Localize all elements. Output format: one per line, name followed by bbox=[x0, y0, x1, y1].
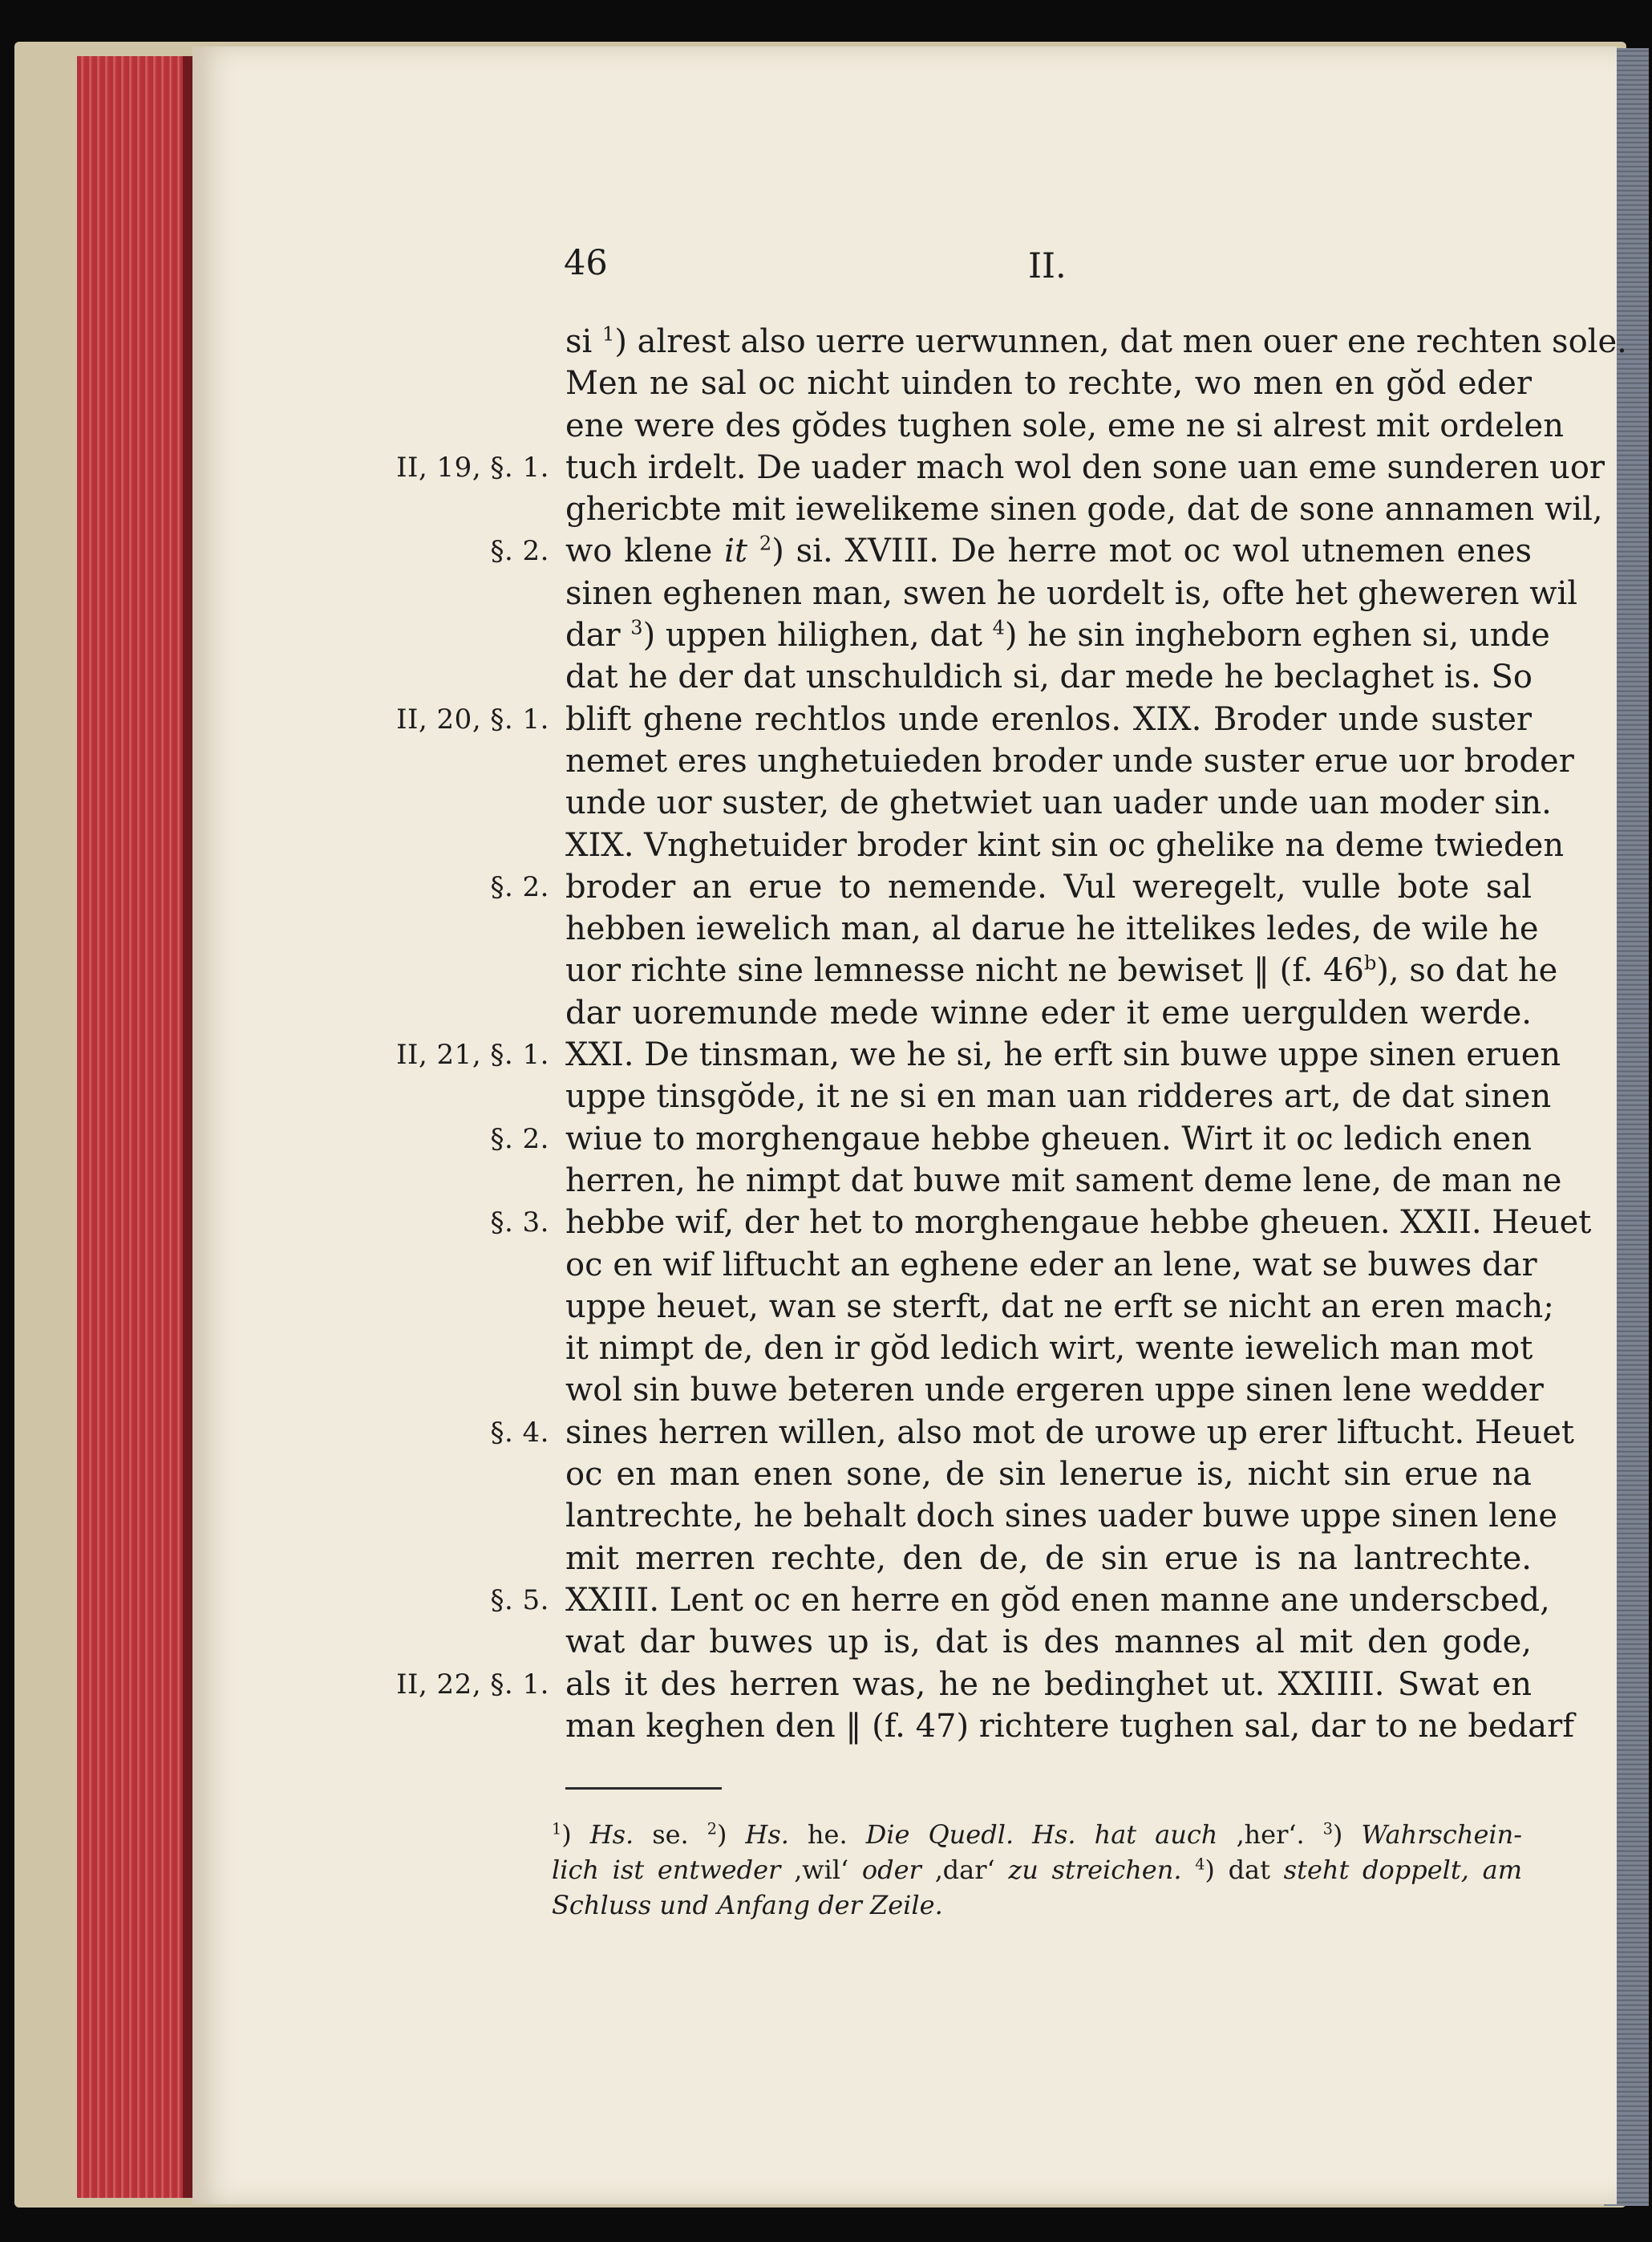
body-text bbox=[396, 321, 1627, 1747]
text-run: tuch irdelt. De uader mach wol den sone uan eme sunderen uor bbox=[565, 448, 1605, 486]
margin-reference: II, 22, §. 1. bbox=[396, 1668, 549, 1701]
text-run: man keghen den ‖ (f. 47) richtere tughen sal, dar to ne bedarf bbox=[565, 1707, 1575, 1745]
text-line bbox=[565, 782, 1552, 824]
text-line bbox=[565, 950, 1558, 991]
text-run: wol sin buwe beteren unde ergeren uppe sinen lene wedder bbox=[565, 1372, 1544, 1409]
text-line bbox=[565, 1328, 1532, 1369]
text-run: ‚her‘. bbox=[1217, 1819, 1323, 1850]
text-run: dar bbox=[565, 617, 631, 655]
text-line bbox=[565, 825, 1565, 866]
text-run: se. bbox=[634, 1819, 707, 1850]
text-run: blift ghene rechtlos unde erenlos. XIX. Broder unde suster bbox=[565, 700, 1532, 738]
text-run: ), so dat he bbox=[1376, 952, 1558, 990]
text-run: XXIII. Lent oc en herre en gŏd enen manne ane underscbed, bbox=[565, 1581, 1550, 1619]
text-run: ene were des gŏdes tughen sole, eme ne si alrest mit ordelen bbox=[565, 407, 1564, 444]
text-run: wat dar buwes up is, dat is des mannes al mit den gode, bbox=[565, 1624, 1532, 1661]
footnote-line bbox=[552, 1887, 1522, 1923]
text-run: ) bbox=[1332, 1819, 1362, 1850]
text-line bbox=[396, 1664, 1532, 1705]
text-line bbox=[565, 1453, 1532, 1495]
text-line bbox=[565, 614, 1550, 656]
text-line bbox=[565, 363, 1532, 404]
text-run: ) he sin ingheborn eghen si, unde bbox=[1004, 617, 1550, 655]
footnote-rule bbox=[565, 1787, 722, 1790]
text-run: wo klene bbox=[565, 533, 725, 570]
italic-text: zu streichen. bbox=[1008, 1855, 1182, 1885]
text-line bbox=[396, 699, 1532, 740]
text-line bbox=[565, 992, 1532, 1034]
text-line bbox=[565, 321, 1627, 363]
text-line bbox=[565, 656, 1532, 698]
text-run: uor richte sine lemnesse nicht ne bewiset ‖ (f. 46 bbox=[565, 952, 1364, 990]
footnotes bbox=[552, 1817, 1522, 1923]
text-line bbox=[565, 1160, 1562, 1202]
text-line bbox=[565, 1705, 1575, 1747]
margin-reference: §. 2. bbox=[490, 870, 549, 903]
text-line bbox=[565, 1076, 1552, 1117]
margin-reference: §. 2. bbox=[490, 535, 549, 568]
italic-text: lich ist entweder bbox=[552, 1855, 781, 1885]
text-line bbox=[396, 1034, 1561, 1076]
text-run: oc en wif liftucht an eghene eder an lene, wat se buwes dar bbox=[565, 1246, 1537, 1283]
text-run: oc en man enen sone, de sin lenerue is, nicht sin erue na bbox=[565, 1456, 1532, 1494]
text-run: mit merren rechte, den de, de sin erue is na lantrechte. bbox=[565, 1539, 1532, 1577]
margin-reference: II, 19, §. 1. bbox=[396, 451, 549, 484]
text-line bbox=[565, 1286, 1554, 1328]
text-run: ) si. XVIII. De herre mot oc wol utnemen enes bbox=[771, 533, 1533, 570]
text-run: herren, he nimpt dat buwe mit sament deme lene, de man ne bbox=[565, 1162, 1562, 1199]
text-line bbox=[565, 1621, 1532, 1663]
footnote-line bbox=[552, 1852, 1522, 1887]
margin-reference: II, 21, §. 1. bbox=[396, 1039, 549, 1072]
text-run bbox=[1182, 1855, 1196, 1885]
margin-reference: §. 4. bbox=[490, 1416, 549, 1449]
text-line bbox=[490, 1118, 1532, 1160]
text-line bbox=[490, 1412, 1574, 1453]
italic-text: oder bbox=[861, 1855, 921, 1885]
italic-text: Hs. bbox=[589, 1819, 634, 1850]
footnote-marker: 3 bbox=[630, 616, 643, 639]
text-line bbox=[565, 1538, 1532, 1579]
text-run: ) dat bbox=[1205, 1855, 1284, 1885]
italic-text: Wahrschein- bbox=[1361, 1819, 1523, 1850]
text-run: ) bbox=[716, 1819, 746, 1850]
italic-text: Schluss und Anfang der Zeile. bbox=[552, 1890, 943, 1920]
text-run: uppe heuet, wan se sterft, dat ne erft se nicht an eren mach; bbox=[565, 1287, 1554, 1325]
text-run: uppe tinsgŏde, it ne si en man uan ridderes art, de dat sinen bbox=[565, 1078, 1552, 1116]
page-number: 46 bbox=[564, 243, 608, 283]
text-run: broder an erue to nemende. Vul weregelt, vulle bote sal bbox=[565, 868, 1532, 906]
footnote-marker: 4 bbox=[1195, 1855, 1205, 1874]
text-run: lantrechte, he behalt doch sines uader buwe uppe sinen lene bbox=[565, 1498, 1557, 1535]
text-line bbox=[565, 1369, 1544, 1411]
italic-text: it bbox=[724, 533, 748, 570]
text-line bbox=[565, 489, 1603, 530]
text-run: ‚dar‘ bbox=[921, 1855, 1009, 1885]
italic-text: Die Quedl. Hs. hat auch bbox=[865, 1819, 1218, 1850]
text-run bbox=[747, 533, 759, 570]
margin-reference: §. 2. bbox=[490, 1122, 549, 1155]
text-run: sines herren willen, also mot de urowe up erer liftucht. Heuet bbox=[565, 1413, 1574, 1451]
text-run: ghericbte mit iewelikeme sinen gode, dat de sone annamen wil, bbox=[565, 491, 1603, 529]
text-run: Men ne sal oc nicht uinden to rechte, wo men en gŏd eder bbox=[565, 365, 1532, 403]
text-run: ) bbox=[561, 1819, 590, 1850]
section-heading: II. bbox=[1028, 246, 1067, 286]
footnote-marker: 2 bbox=[759, 533, 772, 556]
text-line bbox=[490, 1579, 1550, 1621]
text-line bbox=[396, 447, 1605, 489]
italic-text: steht doppelt, am bbox=[1283, 1855, 1523, 1885]
text-run: it nimpt de, den ir gŏd ledich wirt, wente iewelich man mot bbox=[565, 1330, 1533, 1368]
text-run: XXI. De tinsman, we he si, he erft sin buwe uppe sinen eruen bbox=[565, 1036, 1561, 1074]
margin-reference: §. 3. bbox=[490, 1206, 549, 1239]
text-line bbox=[565, 908, 1539, 950]
text-line bbox=[565, 573, 1578, 614]
margin-reference: II, 20, §. 1. bbox=[396, 703, 549, 736]
text-run: ) alrest also uerre uerwunnen, dat men ouer ene rechten sole. bbox=[614, 323, 1627, 360]
margin-reference: §. 5. bbox=[490, 1583, 549, 1616]
text-run: XIX. Vnghetuider broder kint sin oc ghelike na deme twieden bbox=[565, 826, 1565, 864]
text-line bbox=[490, 530, 1533, 572]
footnote-marker: 1 bbox=[602, 322, 615, 346]
text-run: hebben iewelich man, al darue he ittelikes ledes, de wile he bbox=[565, 910, 1539, 948]
text-line bbox=[565, 1495, 1557, 1537]
text-run: nemet eres unghetuieden broder unde suster erue uor broder bbox=[565, 742, 1574, 780]
text-run: unde uor suster, de ghetwiet uan uader unde uan moder sin. bbox=[565, 784, 1552, 822]
italic-text: Hs. bbox=[745, 1819, 789, 1850]
footnote-marker: 3 bbox=[1322, 1819, 1333, 1839]
text-line bbox=[565, 740, 1574, 782]
text-run: dar uoremunde mede winne eder it eme uergulden werde. bbox=[565, 994, 1532, 1032]
footnote-line bbox=[552, 1817, 1522, 1852]
text-line bbox=[490, 866, 1532, 908]
footnote-marker: 2 bbox=[707, 1819, 717, 1839]
text-line bbox=[490, 1202, 1592, 1243]
text-line bbox=[565, 1244, 1537, 1286]
footnote-marker: 1 bbox=[552, 1819, 562, 1839]
footnote-marker: b bbox=[1363, 952, 1377, 975]
text-run: sinen eghenen man, swen he uordelt is, ofte het gheweren wil bbox=[565, 574, 1578, 612]
text-run: hebbe wif, der het to morghengaue hebbe gheuen. XXII. Heuet bbox=[565, 1204, 1592, 1242]
text-run: ) uppen hilighen, dat bbox=[642, 617, 993, 655]
text-run: si bbox=[565, 323, 603, 360]
text-run: wiue to morghengaue hebbe gheuen. Wirt it oc ledich enen bbox=[565, 1120, 1532, 1157]
text-run: he. bbox=[788, 1819, 866, 1850]
footnote-marker: 4 bbox=[992, 616, 1005, 639]
text-line bbox=[565, 405, 1564, 447]
text-run: als it des herren was, he ne bedinghet ut. XXIIII. Swat en bbox=[565, 1665, 1532, 1703]
text-run: ‚wil‘ bbox=[780, 1855, 862, 1885]
text-run: dat he der dat unschuldich si, dar mede he beclaghet is. So bbox=[565, 659, 1533, 696]
